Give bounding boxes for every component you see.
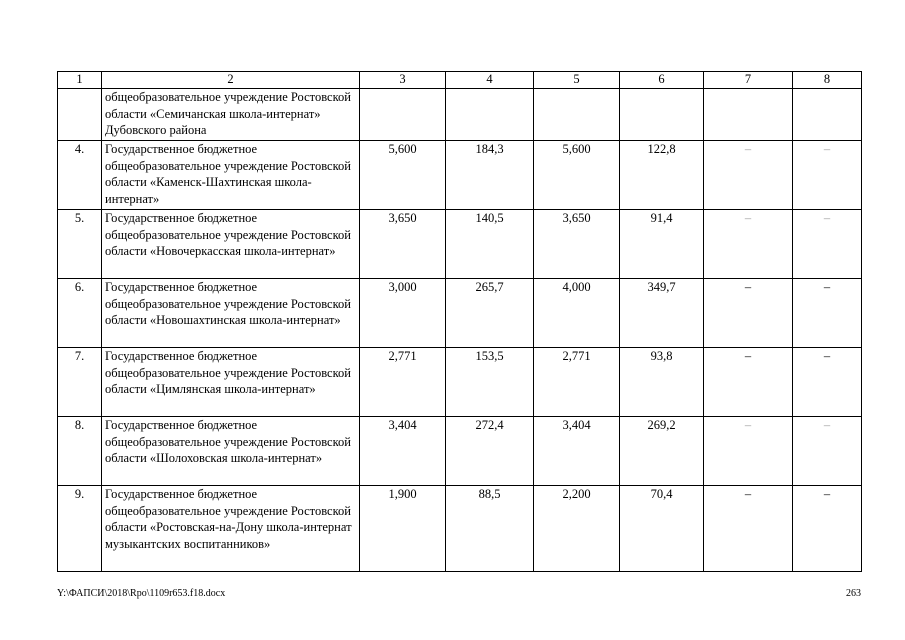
cell-col6: 93,8: [620, 348, 704, 417]
cell-col4: 272,4: [446, 417, 534, 486]
row-number: [58, 89, 102, 141]
cell-col7: –: [704, 141, 793, 210]
cell-col3: 5,600: [360, 141, 446, 210]
column-header: 6: [620, 72, 704, 89]
row-number: 8.: [58, 417, 102, 486]
row-number: 5.: [58, 210, 102, 279]
cell-col8: [793, 89, 862, 141]
cell-col3: 3,650: [360, 210, 446, 279]
column-header: 5: [534, 72, 620, 89]
column-header: 3: [360, 72, 446, 89]
table-header-row: [58, 72, 862, 89]
cell-col5: 4,000: [534, 279, 620, 348]
cell-col5: [534, 89, 620, 141]
cell-col7: –: [704, 210, 793, 279]
table-row: [58, 417, 862, 486]
column-header: 7: [704, 72, 793, 89]
cell-col3: [360, 89, 446, 141]
table-row: [58, 210, 862, 279]
table-row: [58, 141, 862, 210]
table-row: [58, 486, 862, 572]
table-row: [58, 348, 862, 417]
cell-col8: –: [793, 348, 862, 417]
cell-col3: 1,900: [360, 486, 446, 572]
column-header: 4: [446, 72, 534, 89]
table-row: [58, 89, 862, 141]
table-row: [58, 279, 862, 348]
cell-col5: 3,650: [534, 210, 620, 279]
column-header: 2: [102, 72, 360, 89]
cell-col8: –: [793, 141, 862, 210]
cell-col8: –: [793, 279, 862, 348]
cell-col4: 265,7: [446, 279, 534, 348]
row-number: 7.: [58, 348, 102, 417]
cell-col6: 91,4: [620, 210, 704, 279]
data-table: [57, 71, 862, 572]
cell-col6: [620, 89, 704, 141]
cell-col6: 269,2: [620, 417, 704, 486]
institution-name: Государственное бюджетное общеобразовательное учреждение Ростовской области «Новошахтинская школа-интернат»: [102, 279, 360, 348]
institution-name: Государственное бюджетное общеобразовательное учреждение Ростовской области «Новочеркасская школа-интернат»: [102, 210, 360, 279]
cell-col3: 3,000: [360, 279, 446, 348]
cell-col6: 70,4: [620, 486, 704, 572]
cell-col6: 349,7: [620, 279, 704, 348]
institution-name: общеобразовательное учреждение Ростовской области «Семичанская школа-интернат» Дубовского района: [102, 89, 360, 141]
column-header: 8: [793, 72, 862, 89]
row-number: 6.: [58, 279, 102, 348]
cell-col4: [446, 89, 534, 141]
row-number: 9.: [58, 486, 102, 572]
footer-file-path: Y:\ФАПСИ\2018\Rpo\1109r653.f18.docx: [57, 588, 226, 599]
cell-col5: 2,771: [534, 348, 620, 417]
cell-col8: –: [793, 486, 862, 572]
page-number: 263: [846, 588, 861, 599]
cell-col3: 3,404: [360, 417, 446, 486]
row-number: 4.: [58, 141, 102, 210]
cell-col4: 153,5: [446, 348, 534, 417]
cell-col8: –: [793, 210, 862, 279]
cell-col4: 88,5: [446, 486, 534, 572]
column-header: 1: [58, 72, 102, 89]
cell-col4: 184,3: [446, 141, 534, 210]
institution-name: Государственное бюджетное общеобразовательное учреждение Ростовской области «Ростовская-на-Дону школа-интернат музыкантских воспитанников»: [102, 486, 360, 572]
cell-col5: 3,404: [534, 417, 620, 486]
cell-col5: 2,200: [534, 486, 620, 572]
cell-col7: –: [704, 279, 793, 348]
cell-col8: –: [793, 417, 862, 486]
cell-col7: –: [704, 486, 793, 572]
cell-col4: 140,5: [446, 210, 534, 279]
institution-name: Государственное бюджетное общеобразовательное учреждение Ростовской области «Цимлянская школа-интернат»: [102, 348, 360, 417]
cell-col6: 122,8: [620, 141, 704, 210]
cell-col5: 5,600: [534, 141, 620, 210]
institution-name: Государственное бюджетное общеобразовательное учреждение Ростовской области «Каменск-Шахтинская школа-интернат»: [102, 141, 360, 210]
cell-col7: –: [704, 417, 793, 486]
institution-name: Государственное бюджетное общеобразовательное учреждение Ростовской области «Шолоховская школа-интернат»: [102, 417, 360, 486]
cell-col7: –: [704, 348, 793, 417]
cell-col7: [704, 89, 793, 141]
cell-col3: 2,771: [360, 348, 446, 417]
